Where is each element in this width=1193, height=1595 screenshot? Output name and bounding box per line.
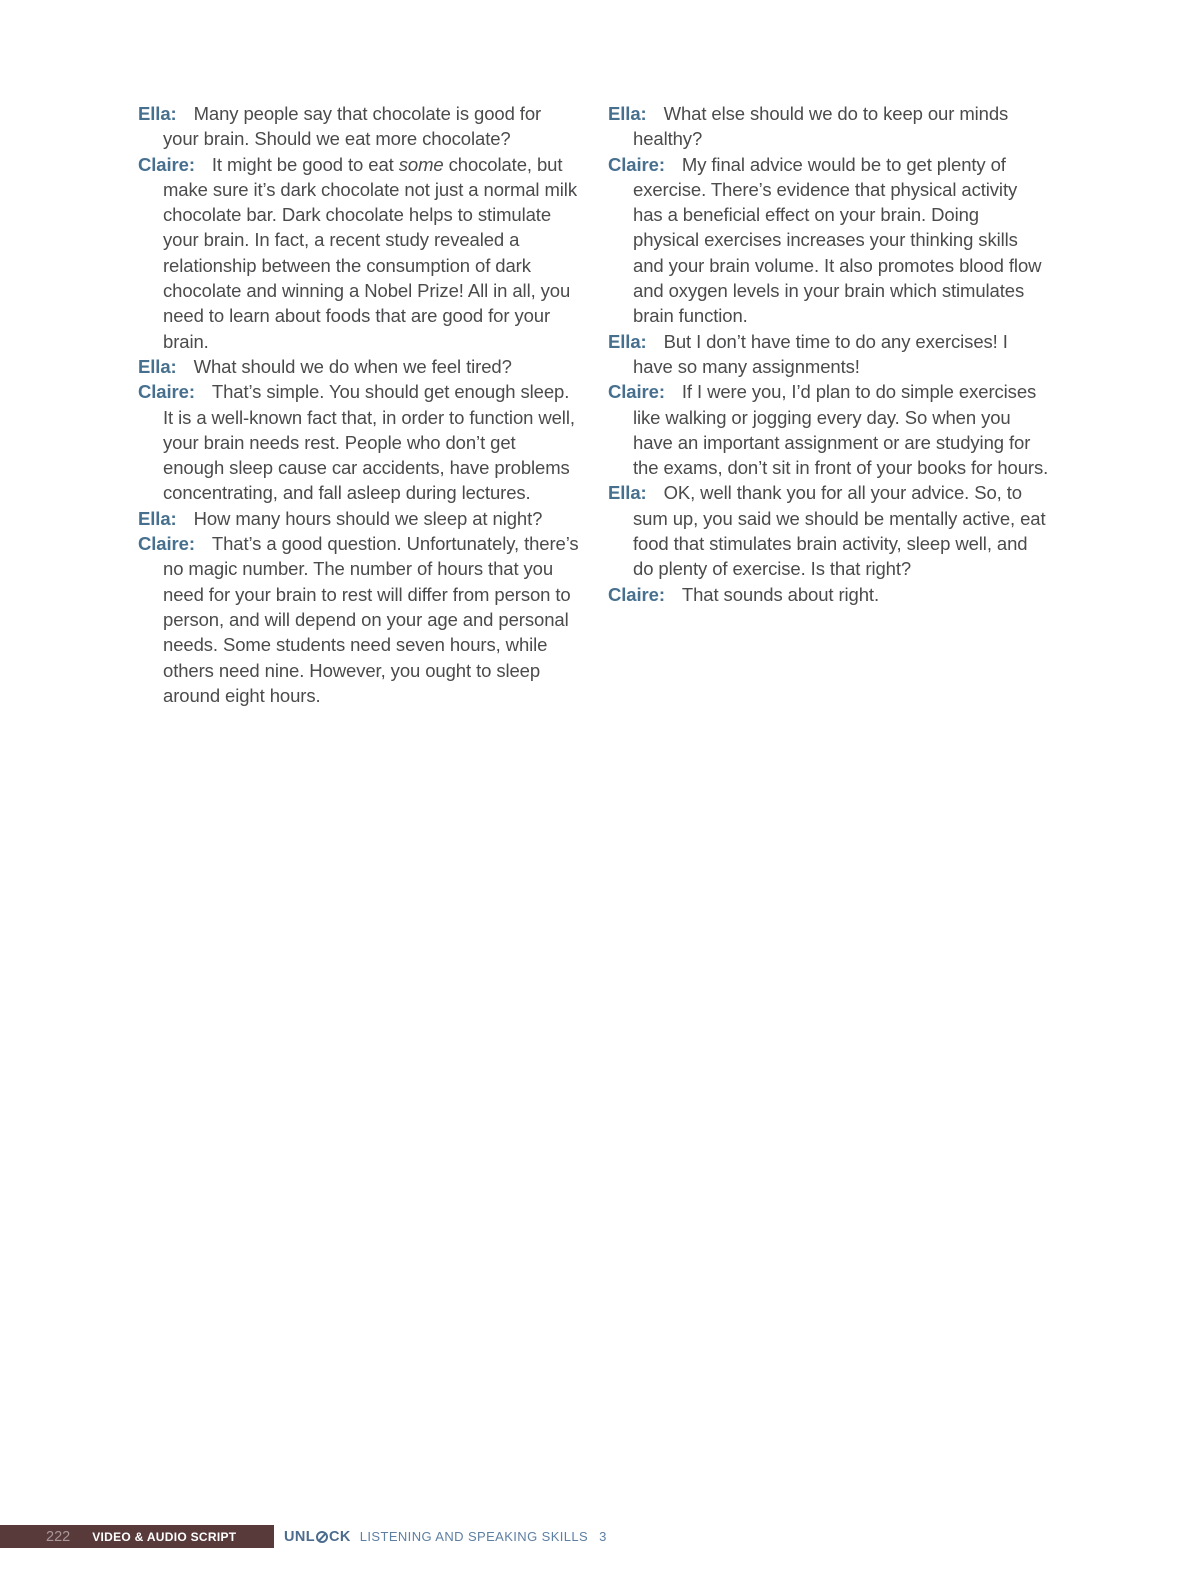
speaker-label: Ella: [138,103,177,124]
speech-text: That’s simple. You should get enough sleep. It is a well-known fact that, in order to function well, your brain needs rest. People who don’t get enough sleep cause car accidents, have problems concentrating, and fall asleep during lectures. [163,381,575,504]
dialogue-entry [608,152,1050,329]
speech-text: Many people say that chocolate is good for your brain. Should we eat more chocolate? [163,103,542,150]
dialogue-entry [138,531,580,708]
speech-text: That’s a good question. Unfortunately, there’s no magic number. The number of hours that you need for your brain to rest will differ from person to person, and will depend on your age and personal needs. Some students need seven hours, while others need nine. However, you ought to sleep around eight hours. [163,533,579,706]
speech-text: That sounds about right. [681,583,880,605]
dialogue-entry [608,582,1050,607]
dialogue-entry [138,506,580,531]
speech-text: If I were you, I’d plan to do simple exercises like walking or jogging every day. So when you have an important assignment or are studying for the exams, don’t sit in front of your books for hours. [633,381,1049,479]
speaker-label: Ella: [608,482,647,504]
section-label: VIDEO & AUDIO SCRIPT [92,1529,237,1544]
dialogue-column-left [138,101,580,708]
speaker-label: Claire: [608,583,665,605]
speaker-label: Claire: [608,381,665,403]
dialogue-columns [138,101,1050,708]
dialogue-entry [608,329,1050,380]
footer-brand [284,1525,606,1548]
book-title: LISTENING AND SPEAKING SKILLS [359,1529,589,1544]
speaker-label: Claire: [608,153,665,175]
book-level: 3 [599,1529,607,1544]
speech-text: But I don’t have time to do any exercises! I have so many assignments! [633,330,1008,377]
dialogue-column-right [608,101,1050,708]
brand-suffix: CK [329,1528,351,1545]
dialogue-entry [138,152,580,354]
speech-text: It might be good to eat [211,153,399,175]
speech-text: My final advice would be to get plenty of exercise. There’s evidence that physical activity has a beneficial effect on your brain. Doing physical exercises increases your thinking skills and your brain volume. It also promotes blood flow and oxygen levels in your brain which stimulates brain function. [633,153,1042,327]
dialogue-entry [138,379,580,505]
speech-text-italic: some [398,153,444,175]
speech-text: OK, well thank you for all your advice. So, to sum up, you said we should be mentally active, eat food that stimulates brain activity, sleep well, and do plenty of exercise. Is that right? [633,482,1046,580]
dialogue-entry [138,354,580,379]
dialogue-entry [138,101,580,152]
speaker-label: Ella: [138,507,177,529]
footer-section-bar [0,1525,274,1548]
dialogue-entry [608,480,1050,581]
brand-prefix: UNL [284,1528,316,1545]
dialogue-entry [608,379,1050,480]
speaker-label: Claire: [138,381,195,403]
speech-text: What should we do when we feel tired? [193,355,512,377]
unlock-logo [284,1529,351,1545]
lock-o-icon [316,1531,328,1543]
speech-text: How many hours should we sleep at night? [193,507,543,529]
page-number: 222 [46,1528,71,1545]
speech-text: chocolate, but make sure it’s dark chocolate not just a normal milk chocolate bar. Dark chocolate helps to stimulate your brain. In fact, a recent study revealed a relationship between the consumption of dark chocolate and winning a Nobel Prize! All in all, you need to learn about foods that are good for your brain. [163,153,577,352]
dialogue-entry [608,101,1050,152]
speaker-label: Ella: [138,355,177,377]
speaker-label: Ella: [608,103,647,124]
speech-text: What else should we do to keep our minds healthy? [633,103,1009,150]
speaker-label: Claire: [138,533,195,555]
speaker-label: Claire: [138,153,195,175]
speaker-label: Ella: [608,330,647,352]
